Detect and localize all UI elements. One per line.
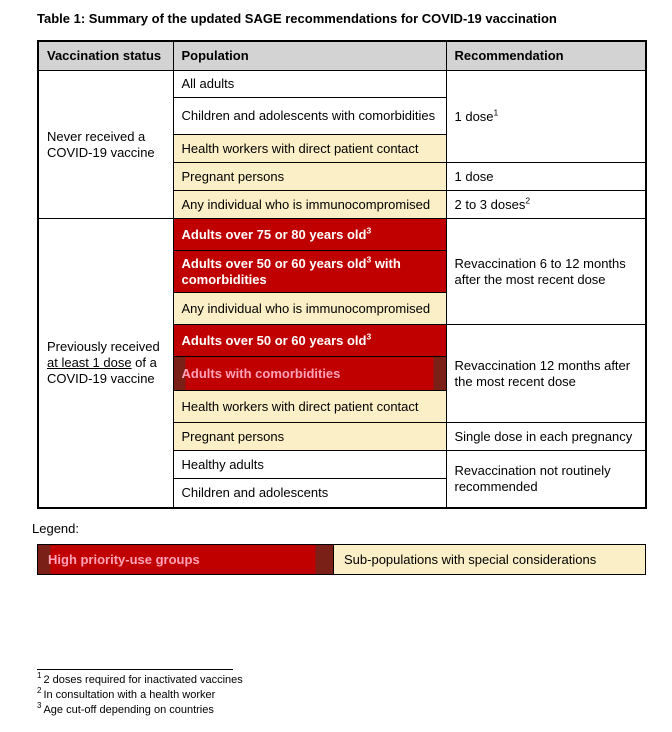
footnote-separator [37, 669, 233, 670]
population-cell: Adults over 50 or 60 years old$^3$ [173, 325, 446, 357]
footnote-1-marker: 1 [37, 671, 42, 681]
footnote-2-marker: 2 [37, 686, 42, 696]
population-cell: Children and adolescents [173, 479, 446, 508]
population-cell: Any individual who is immunocompromised [173, 293, 446, 325]
sage-recommendations-table [37, 40, 647, 509]
legend-high-priority-cell: High priority-use groups [38, 545, 334, 575]
header-population: Population [173, 41, 446, 71]
status-cell-never-received: Never received a COVID-19 vaccine [38, 71, 173, 219]
population-cell: Any individual who is immunocompromised [173, 191, 446, 219]
recommendation-cell: 1 dose [446, 163, 646, 191]
footnotes [37, 673, 243, 718]
population-cell: Healthy adults [173, 451, 446, 479]
table-title: Table 1: Summary of the updated SAGE recommendations for COVID-19 vaccination [37, 11, 557, 26]
table-row [38, 71, 646, 98]
legend-sub-populations-cell: Sub-populations with special considerations [334, 545, 646, 575]
population-cell: Adults over 75 or 80 years old$^3$ [173, 219, 446, 251]
population-cell: Children and adolescents with comorbidities [173, 98, 446, 135]
footnote-3 [37, 703, 243, 718]
legend-table [37, 544, 646, 575]
recommendation-cell: Revaccination not routinely recommended [446, 451, 646, 508]
recommendation-cell: Single dose in each pregnancy [446, 423, 646, 451]
header-vaccination-status: Vaccination status [38, 41, 173, 71]
population-cell: Pregnant persons [173, 163, 446, 191]
population-cell: Health workers with direct patient contact [173, 135, 446, 163]
recommendation-cell: 2 to 3 doses$^2$ [446, 191, 646, 219]
header-recommendation: Recommendation [446, 41, 646, 71]
header-row [38, 41, 646, 71]
population-cell-selected: Adults with comorbidities [173, 357, 446, 391]
legend-label: Legend: [32, 521, 79, 536]
population-cell: Adults over 50 or 60 years old$^3$ with comorbidities [173, 251, 446, 293]
footnote-3-marker: 3 [37, 701, 42, 711]
recommendation-cell: 1 dose$^1$ [446, 71, 646, 163]
footnote-1-text: 2 doses required for inactivated vaccines [43, 674, 243, 686]
population-cell: All adults [173, 71, 446, 98]
footnote-2-text: In consultation with a health worker [43, 689, 216, 701]
footnote-3-text: Age cut-off depending on countries [43, 704, 214, 716]
footnote-1 [37, 673, 243, 688]
legend-row [38, 545, 646, 575]
footnote-2 [37, 688, 243, 703]
population-cell: Health workers with direct patient contact [173, 391, 446, 423]
population-cell: Pregnant persons [173, 423, 446, 451]
recommendation-cell: Revaccination 12 months after the most recent dose [446, 325, 646, 423]
status-cell-previously-received: Previously received at least 1 dose of a COVID-19 vaccine [38, 219, 173, 508]
table-row [38, 219, 646, 251]
recommendation-cell: Revaccination 6 to 12 months after the most recent dose [446, 219, 646, 325]
